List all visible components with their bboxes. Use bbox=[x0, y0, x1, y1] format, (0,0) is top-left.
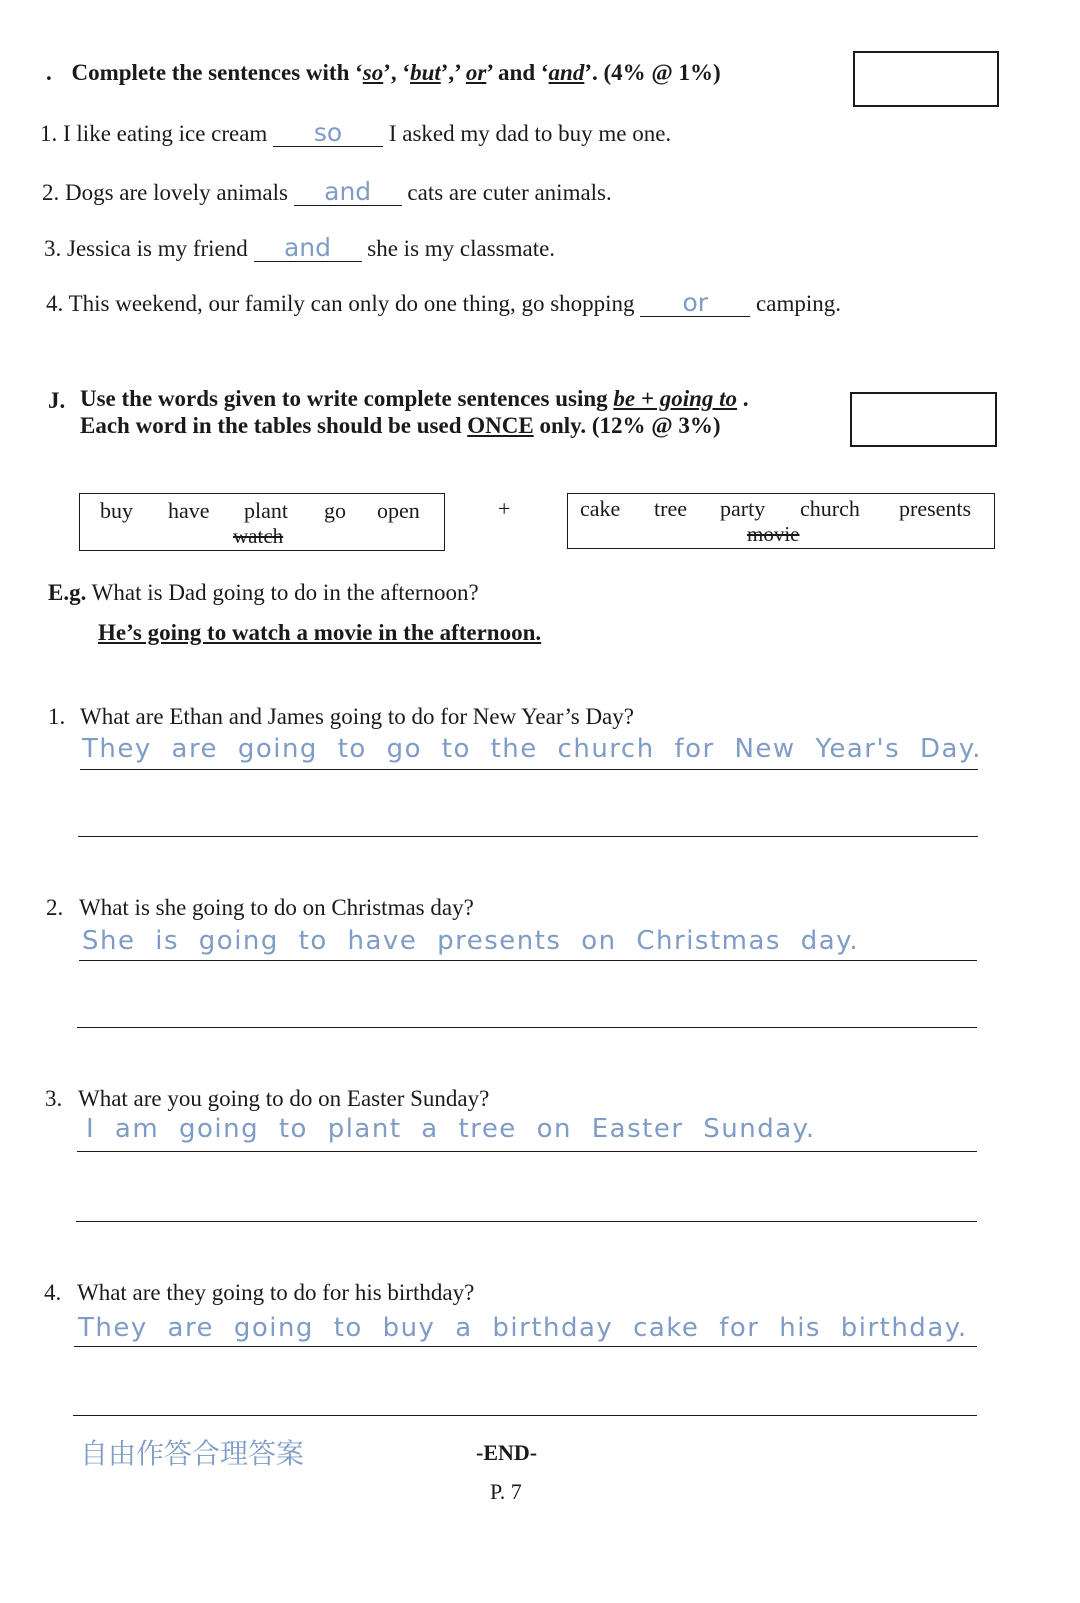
score-box-j[interactable] bbox=[850, 392, 997, 447]
page-number: P. 7 bbox=[490, 1479, 522, 1504]
blank-answer-2[interactable]: and bbox=[294, 179, 402, 206]
noun-word-box bbox=[567, 493, 995, 549]
score-box-i[interactable] bbox=[853, 51, 999, 107]
teacher-note: 自由作答合理答案 bbox=[80, 1437, 305, 1470]
answer-line[interactable] bbox=[78, 836, 978, 837]
question-1-number: 1. bbox=[48, 704, 66, 729]
noun-word: presents bbox=[899, 496, 972, 521]
answer-line[interactable] bbox=[77, 1151, 977, 1152]
section-j-instruction-line1: Use the words given to write complete sentences using be + going to . bbox=[80, 386, 749, 411]
verb-word: have bbox=[168, 498, 210, 523]
question-3-text: What are you going to do on Easter Sunday? bbox=[78, 1086, 490, 1111]
noun-word-struck: movie bbox=[747, 522, 800, 546]
noun-word: party bbox=[720, 496, 766, 521]
section-j-letter: J. bbox=[48, 388, 66, 413]
question-3-number: 3. bbox=[45, 1086, 63, 1111]
section-i-bullet: . bbox=[46, 60, 52, 85]
answer-4-text[interactable]: They are going to buy a birthday cake for his birthday. bbox=[78, 1313, 968, 1343]
question-4-number: 4. bbox=[44, 1280, 62, 1305]
blank-answer-4[interactable]: or bbox=[640, 290, 750, 317]
noun-word: church bbox=[800, 496, 860, 521]
verb-word-box bbox=[79, 493, 445, 551]
plus-sign: + bbox=[498, 496, 511, 521]
question-2-text: What is she going to do on Christmas day? bbox=[79, 895, 474, 920]
answer-line[interactable] bbox=[80, 769, 978, 770]
answer-line[interactable] bbox=[79, 960, 977, 961]
blank-sentence-4: 4. This weekend, our family can only do one thing, go shopping or camping. bbox=[46, 288, 841, 317]
noun-word: cake bbox=[580, 496, 621, 521]
answer-1-text[interactable]: They are going to go to the church for New Year's Day. bbox=[82, 734, 982, 764]
blank-sentence-2: 2. Dogs are lovely animals and cats are cuter animals. bbox=[42, 177, 612, 206]
answer-line[interactable] bbox=[76, 1221, 977, 1222]
example-answer: He’s going to watch a movie in the afternoon. bbox=[98, 620, 542, 645]
example-question: E.g. What is Dad going to do in the afternoon? bbox=[48, 580, 479, 605]
question-1-text: What are Ethan and James going to do for New Year’s Day? bbox=[80, 704, 634, 729]
question-2-number: 2. bbox=[46, 895, 64, 920]
blank-answer-3[interactable]: and bbox=[254, 235, 362, 262]
answer-line[interactable] bbox=[77, 1027, 977, 1028]
verb-word: open bbox=[377, 498, 420, 523]
verb-word: plant bbox=[244, 498, 288, 523]
end-marker: -END- bbox=[476, 1440, 538, 1465]
blank-answer-1[interactable]: so bbox=[273, 120, 383, 147]
answer-3-text[interactable]: I am going to plant a tree on Easter Sunday. bbox=[86, 1114, 816, 1144]
verb-word: buy bbox=[100, 498, 133, 523]
section-j-instruction-line2: Each word in the tables should be used ONCE only. (12% @ 3%) bbox=[80, 413, 721, 438]
answer-2-text[interactable]: She is going to have presents on Christmas day. bbox=[82, 926, 860, 956]
answer-line[interactable] bbox=[74, 1346, 977, 1347]
blank-sentence-1: 1. I like eating ice cream so I asked my dad to buy me one. bbox=[40, 118, 672, 147]
noun-word: tree bbox=[654, 496, 687, 521]
section-i-instruction: . Complete the sentences with ‘so’, ‘but’,’ or’ and ‘and’. (4% @ 1%) bbox=[46, 60, 721, 85]
answer-line[interactable] bbox=[73, 1415, 977, 1416]
verb-word-struck: watch bbox=[233, 524, 284, 548]
blank-sentence-3: 3. Jessica is my friend and she is my classmate. bbox=[44, 233, 556, 262]
question-4-text: What are they going to do for his birthday? bbox=[77, 1280, 475, 1305]
verb-word: go bbox=[324, 498, 346, 523]
